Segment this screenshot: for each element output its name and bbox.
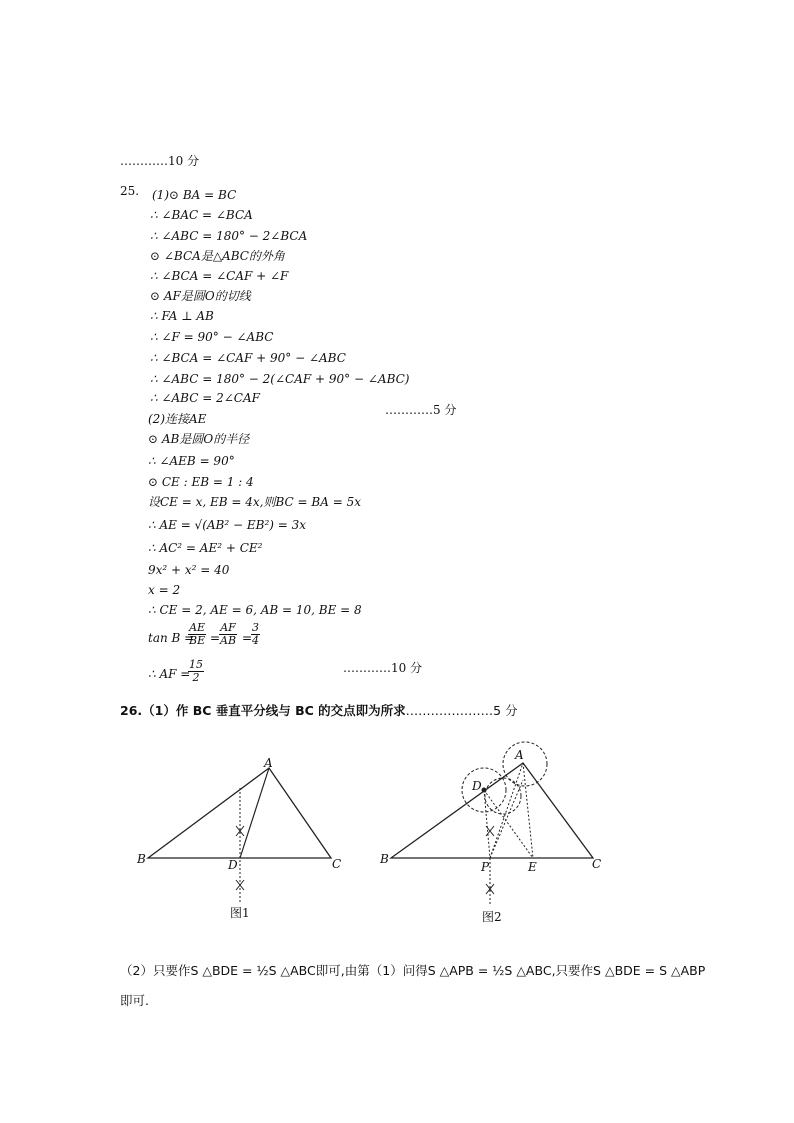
dots: ………… (120, 154, 168, 168)
q26-part2-line1: （2）只要作S △BDE = ½S △ABC即可,由第（1）问得S △APB = ½S △ABC,只要作S △BDE = S △ABP (120, 963, 706, 978)
step-line: ⊙ AF是圆O的切线 (150, 289, 251, 303)
dashed-pa (490, 763, 523, 858)
step-line: x = 2 (148, 583, 181, 597)
dots: ………………… (405, 703, 494, 718)
label-b: B (137, 852, 146, 866)
step-line: ∴ ∠ABC = 180° − 2(∠CAF + 90° − ∠ABC) (150, 372, 410, 386)
step-line: ∴ ∠ABC = 180° − 2∠BCA (150, 229, 308, 243)
step-line: ∴ ∠F = 90° − ∠ABC (150, 330, 274, 344)
step-line: ⊙ CE : EB = 1 : 4 (148, 475, 254, 489)
step-line: (1)⊙ BA = BC (152, 188, 237, 202)
segment-ad (240, 768, 269, 858)
step-line: ∴ ∠BCA = ∠CAF + 90° − ∠ABC (150, 351, 346, 365)
step-line: 设CE = x, EB = 4x,则BC = BA = 5x (148, 495, 361, 509)
label-c: C (332, 857, 342, 871)
figure-1 (148, 768, 331, 902)
step-line: ⊙ ∠BCA是△ABC的外角 (150, 249, 285, 263)
q26-part2-line2: 即可. (120, 993, 149, 1008)
construction-circle-mid (485, 778, 521, 814)
score: 10 分 (391, 661, 423, 675)
denominator: 4 (252, 634, 259, 647)
step-line: ∴ ∠BAC = ∠BCA (150, 208, 253, 222)
dots: ………… (385, 403, 433, 417)
step-line: ∴ CE = 2, AE = 6, AB = 10, BE = 8 (148, 603, 362, 617)
step-line: ⊙ AB是圆O的半径 (148, 432, 250, 446)
denominator: AB (220, 634, 237, 647)
tan-prefix: tan B = (148, 631, 195, 645)
label-a: A (264, 756, 273, 770)
denominator: 2 (192, 671, 200, 684)
label-d: D (472, 779, 482, 793)
dots: ………… (343, 661, 391, 675)
dashed-pe (490, 780, 523, 858)
numerator: 3 (252, 621, 259, 634)
dashed-de (484, 790, 533, 858)
equals-sign: = (210, 631, 221, 645)
equals-sign: = (242, 631, 253, 645)
dashed-ae (523, 763, 533, 858)
score: 10 分 (168, 154, 200, 168)
label-a: A (515, 748, 524, 762)
label-c: C (592, 857, 602, 871)
step-line: 9x² + x² = 40 (148, 563, 230, 577)
step-line: ∴ FA ⊥ AB (150, 309, 214, 323)
label-p: P (481, 860, 490, 874)
step-line: ∴ ∠BCA = ∠CAF + ∠F (150, 269, 289, 283)
point-d (482, 788, 486, 792)
step-line: (2)连接AE (148, 412, 207, 426)
score: 5 分 (493, 703, 518, 718)
step-line: ∴ AC² = AE² + CE² (148, 541, 263, 555)
numerator: 15 (189, 658, 203, 671)
figure-2-caption: 图2 (482, 910, 502, 924)
label-e: E (528, 860, 537, 874)
score: 5 分 (433, 403, 457, 417)
step-line: ∴ AE = √(AB² − EB²) = 3x (148, 518, 307, 532)
numerator: AF (220, 621, 236, 634)
q26-part1-label: 26.（1）作 BC 垂直平分线与 BC 的交点即为所求 (120, 703, 406, 718)
label-d: D (228, 858, 238, 872)
figure-2 (391, 742, 593, 906)
label-b: B (380, 852, 389, 866)
dashed-dp (484, 790, 490, 858)
denominator: BE (189, 634, 206, 647)
question-number-25: 25. (120, 184, 140, 198)
figure-1-caption: 图1 (230, 906, 250, 920)
step-line: ∴ ∠AEB = 90° (148, 454, 235, 468)
numerator: AE (189, 621, 206, 634)
step-line: ∴ ∠ABC = 2∠CAF (150, 391, 260, 405)
af-prefix: ∴ AF = (148, 667, 191, 681)
